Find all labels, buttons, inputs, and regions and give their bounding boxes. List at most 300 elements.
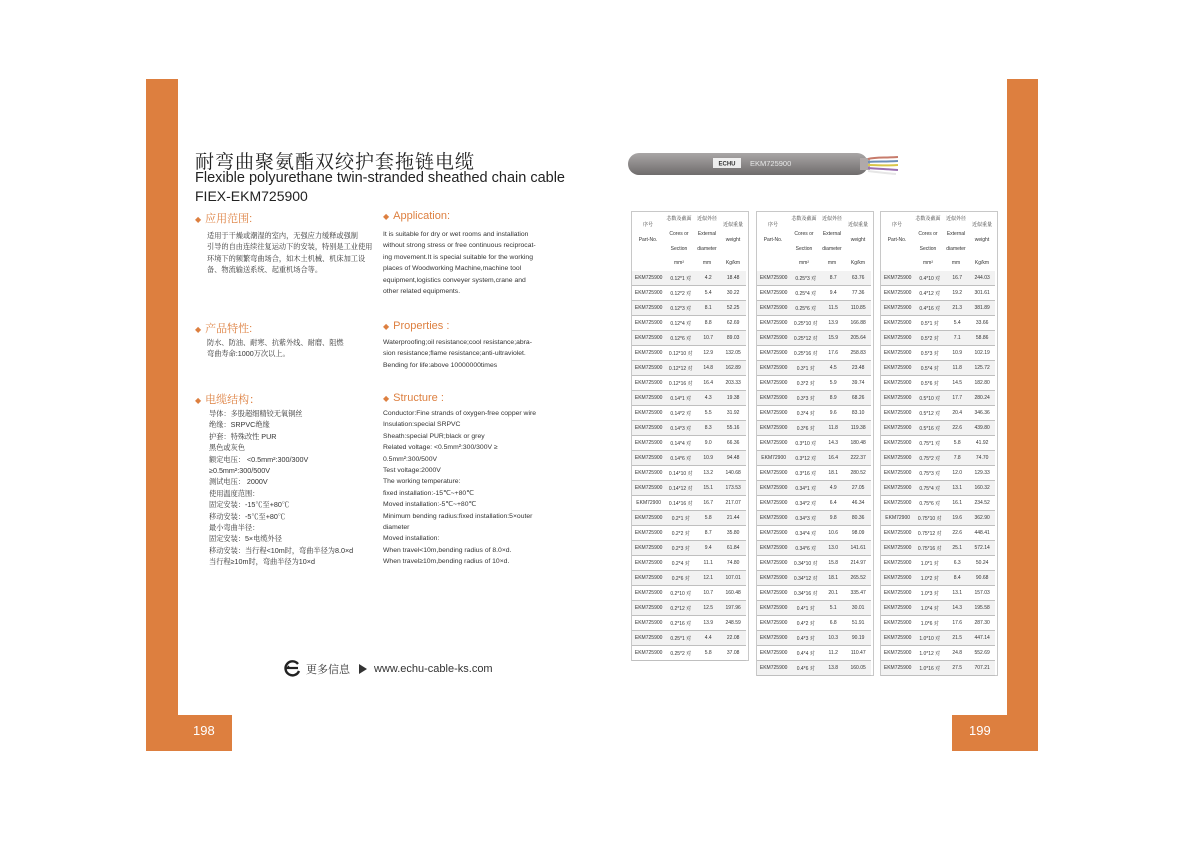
table-row bbox=[881, 436, 995, 451]
table-cell: 1.0*6 对 bbox=[914, 616, 945, 631]
table-cell: 234.52 bbox=[969, 496, 995, 511]
table-cell: EKM725900 bbox=[881, 661, 914, 676]
table-header-text: Cores or bbox=[918, 231, 938, 237]
table-cell: 31.92 bbox=[720, 406, 746, 421]
table-cell: EKM725900 bbox=[757, 571, 790, 586]
table-cell: 19.2 bbox=[945, 286, 969, 301]
table-row bbox=[881, 331, 995, 346]
text-line: 弯曲寿命:1000万次以上。 bbox=[207, 349, 290, 359]
table-cell: 381.89 bbox=[969, 301, 995, 316]
table-cell: 0.4*6 对 bbox=[790, 661, 821, 676]
table-cell: 110.85 bbox=[845, 301, 871, 316]
text-line: Conductor:Fine strands of oxygen-free copper wire bbox=[383, 410, 537, 417]
table-cell: 13.8 bbox=[821, 661, 845, 676]
website-link[interactable]: www.echu-cable-ks.com bbox=[374, 663, 493, 675]
table-header-text: 近似重量 bbox=[847, 222, 868, 228]
table-header-text: diameter bbox=[697, 246, 717, 252]
table-cell: EKM725900 bbox=[632, 436, 665, 451]
table-cell: 7.8 bbox=[945, 451, 969, 466]
table-cell: 10.7 bbox=[696, 331, 720, 346]
table-cell: EKM725900 bbox=[757, 421, 790, 436]
table-cell: 16.4 bbox=[821, 451, 845, 466]
table-cell: 74.80 bbox=[720, 556, 746, 571]
table-body bbox=[632, 271, 746, 661]
table-row bbox=[632, 421, 746, 436]
table-cell: 1.0*10 对 bbox=[914, 631, 945, 646]
table-cell: 8.9 bbox=[821, 391, 845, 406]
table-cell: 157.03 bbox=[969, 586, 995, 601]
table-cell: EKM725900 bbox=[881, 646, 914, 661]
left-margin-bar bbox=[146, 79, 178, 751]
table-cell: EKM725900 bbox=[881, 331, 914, 346]
table-row bbox=[632, 436, 746, 451]
table-cell: EKM725900 bbox=[757, 286, 790, 301]
table-cell: 12.5 bbox=[696, 601, 720, 616]
table-cell: 13.1 bbox=[945, 586, 969, 601]
table-row bbox=[757, 586, 871, 601]
title-chinese: 耐弯曲聚氨酯双绞护套拖链电缆 bbox=[195, 152, 476, 173]
table-cell: 0.3*3 对 bbox=[790, 391, 821, 406]
table-cell: 0.3*2 对 bbox=[790, 376, 821, 391]
text-line: Sheath:special PUR;black or grey bbox=[383, 432, 485, 440]
table-cell: EKM725900 bbox=[881, 361, 914, 376]
table-row bbox=[881, 556, 995, 571]
echu-logo-icon bbox=[284, 659, 302, 677]
table-cell: 0.25*1 对 bbox=[665, 631, 696, 646]
table-cell: 0.2*12 对 bbox=[665, 601, 696, 616]
table-cell: 4.5 bbox=[821, 361, 845, 376]
table-cell: 0.12*4 对 bbox=[665, 316, 696, 331]
table-cell: 5.8 bbox=[696, 646, 720, 661]
table-cell: 6.8 bbox=[821, 616, 845, 631]
table-cell: 24.8 bbox=[945, 646, 969, 661]
table-cell: 8.8 bbox=[696, 316, 720, 331]
table-row bbox=[632, 316, 746, 331]
table-body bbox=[881, 271, 995, 676]
table-cell: 0.34*12 对 bbox=[790, 571, 821, 586]
table-cell: EKM72900 bbox=[757, 451, 790, 466]
text-line: places of Woodworking Machine,machine tool bbox=[383, 265, 522, 273]
text-line: 当行程≥10m时，弯曲半径为10×d bbox=[209, 557, 315, 567]
table-unit-text: mm² bbox=[923, 260, 933, 266]
table-cell: EKM725900 bbox=[881, 391, 914, 406]
table-header bbox=[756, 211, 870, 271]
table-cell: 0.75*1 对 bbox=[914, 436, 945, 451]
table-header-text: 序号 bbox=[767, 222, 778, 228]
table-cell: EKM725900 bbox=[881, 376, 914, 391]
table-cell: 4.9 bbox=[821, 481, 845, 496]
table-header-text: External bbox=[946, 231, 966, 237]
text-line: Moved installation:-5℃~+80℃ bbox=[383, 501, 477, 509]
table-row bbox=[632, 511, 746, 526]
table-cell: EKM725900 bbox=[757, 631, 790, 646]
table-cell: 572.14 bbox=[969, 541, 995, 556]
text-line: equipment,logistics conveyer system,crane and bbox=[383, 276, 526, 284]
text-line: 移动安装：-5℃至+80℃ bbox=[209, 511, 286, 521]
right-margin-bar bbox=[1007, 79, 1038, 751]
table-cell: 4.4 bbox=[696, 631, 720, 646]
table-cell: 0.25*16 对 bbox=[790, 346, 821, 361]
table-row bbox=[757, 331, 871, 346]
table-cell: 18.48 bbox=[720, 271, 746, 286]
table-cell: EKM725900 bbox=[881, 421, 914, 436]
table-cell: 0.5*1 对 bbox=[914, 316, 945, 331]
table-cell: 30.22 bbox=[720, 286, 746, 301]
table-cell: EKM725900 bbox=[757, 331, 790, 346]
table-cell: EKM72900 bbox=[881, 511, 914, 526]
table-row bbox=[881, 541, 995, 556]
cable-brand-text: ECHU bbox=[718, 161, 736, 168]
text-line: 固定安装：5×电缆外径 bbox=[209, 534, 282, 544]
table-row bbox=[632, 631, 746, 646]
table-row bbox=[881, 346, 995, 361]
table-row bbox=[757, 496, 871, 511]
table-cell: 203.33 bbox=[720, 376, 746, 391]
table-cell: EKM725900 bbox=[632, 346, 665, 361]
table-row bbox=[881, 271, 995, 286]
text-line: Insulation:special SRPVC bbox=[383, 421, 461, 429]
table-cell: EKM725900 bbox=[881, 496, 914, 511]
table-header-text: 芯数及截面 bbox=[666, 216, 692, 222]
table-cell: 90.68 bbox=[969, 571, 995, 586]
table-cell: 5.5 bbox=[696, 406, 720, 421]
table-cell: 0.12*3 对 bbox=[665, 301, 696, 316]
table-cell: 80.36 bbox=[845, 511, 871, 526]
text-line: The working temperature: bbox=[383, 478, 461, 486]
text-line: ing movement.It is special suitable for the working bbox=[383, 253, 533, 261]
table-cell: 8.7 bbox=[821, 271, 845, 286]
table-row bbox=[881, 481, 995, 496]
table-row bbox=[881, 316, 995, 331]
table-cell: 19.38 bbox=[720, 391, 746, 406]
table-cell: EKM725900 bbox=[632, 511, 665, 526]
table-cell: EKM725900 bbox=[632, 616, 665, 631]
table-cell: 0.2*10 对 bbox=[665, 586, 696, 601]
table-cell: EKM725900 bbox=[757, 646, 790, 661]
table-cell: 0.14*4 对 bbox=[665, 436, 696, 451]
table-row bbox=[881, 391, 995, 406]
table-cell: 10.7 bbox=[696, 586, 720, 601]
table-cell: EKM725900 bbox=[757, 376, 790, 391]
table-row bbox=[757, 466, 871, 481]
table-cell: 447.14 bbox=[969, 631, 995, 646]
table-cell: 0.34*4 对 bbox=[790, 526, 821, 541]
table-cell: 0.34*6 对 bbox=[790, 541, 821, 556]
table-cell: EKM725900 bbox=[632, 556, 665, 571]
table-header-text: Part-No. bbox=[887, 237, 907, 243]
text-line: Waterproofing;oil resistance;cool resistance;abra- bbox=[383, 339, 532, 346]
table-cell: EKM725900 bbox=[632, 631, 665, 646]
table-cell: 14.5 bbox=[945, 376, 969, 391]
table-cell: 0.4*4 对 bbox=[790, 646, 821, 661]
table-cell: 110.47 bbox=[845, 646, 871, 661]
table-cell: EKM725900 bbox=[881, 451, 914, 466]
table-cell: 362.90 bbox=[969, 511, 995, 526]
table-cell: 17.7 bbox=[945, 391, 969, 406]
table-cell: 0.12*12 对 bbox=[665, 361, 696, 376]
table-cell: 0.12*10 对 bbox=[665, 346, 696, 361]
table-cell: EKM725900 bbox=[881, 601, 914, 616]
table-cell: 51.91 bbox=[845, 616, 871, 631]
table-cell: 0.12*16 对 bbox=[665, 376, 696, 391]
table-cell: EKM725900 bbox=[881, 616, 914, 631]
table-cell: 14.3 bbox=[945, 601, 969, 616]
table-row bbox=[757, 631, 871, 646]
table-cell: EKM725900 bbox=[881, 631, 914, 646]
table-row bbox=[881, 646, 995, 661]
table-cell: 19.6 bbox=[945, 511, 969, 526]
table-row bbox=[632, 586, 746, 601]
table-cell: 160.32 bbox=[969, 481, 995, 496]
table-cell: 98.09 bbox=[845, 526, 871, 541]
table-cell: 22.08 bbox=[720, 631, 746, 646]
table-row bbox=[757, 406, 871, 421]
table-cell: 0.25*10 对 bbox=[790, 316, 821, 331]
table-cell: EKM725900 bbox=[881, 481, 914, 496]
text-line: other related equipments. bbox=[383, 288, 461, 296]
table-cell: EKM725900 bbox=[757, 391, 790, 406]
table-cell: 0.5*3 对 bbox=[914, 346, 945, 361]
table-cell: 1.0*2 对 bbox=[914, 571, 945, 586]
table-cell: EKM725900 bbox=[632, 331, 665, 346]
table-cell: 14.8 bbox=[696, 361, 720, 376]
table-row bbox=[881, 526, 995, 541]
table-cell: 107.01 bbox=[720, 571, 746, 586]
table-cell: 1.0*4 对 bbox=[914, 601, 945, 616]
table-cell: EKM725900 bbox=[757, 541, 790, 556]
table-cell: 1.0*12 对 bbox=[914, 646, 945, 661]
table-cell: 8.1 bbox=[696, 301, 720, 316]
table-header-text: diameter bbox=[822, 246, 842, 252]
table-cell: 4.2 bbox=[696, 271, 720, 286]
table-cell: 0.34*16 对 bbox=[790, 586, 821, 601]
table-cell: 9.4 bbox=[821, 286, 845, 301]
table-header-text: 序号 bbox=[891, 222, 902, 228]
table-header-text: Part-No. bbox=[638, 237, 658, 243]
table-cell: 552.69 bbox=[969, 646, 995, 661]
table-cell: 46.34 bbox=[845, 496, 871, 511]
table-cell: 258.83 bbox=[845, 346, 871, 361]
table-cell: 346.36 bbox=[969, 406, 995, 421]
table-header-text: 近似外径 bbox=[821, 216, 842, 222]
table-cell: 0.5*12 对 bbox=[914, 406, 945, 421]
table-cell: 0.2*4 对 bbox=[665, 556, 696, 571]
table-cell: 74.70 bbox=[969, 451, 995, 466]
table-header-text: weight bbox=[974, 237, 990, 243]
table-cell: 301.61 bbox=[969, 286, 995, 301]
text-line: When travel≥10m,bending radius of 10×d. bbox=[383, 558, 510, 566]
table-row bbox=[757, 451, 871, 466]
section-body-structure-en bbox=[383, 408, 536, 568]
table-cell: 7.1 bbox=[945, 331, 969, 346]
table-cell: EKM725900 bbox=[632, 601, 665, 616]
page-number-left: 198 bbox=[193, 723, 215, 738]
table-cell: 5.8 bbox=[696, 511, 720, 526]
table-cell: EKM725900 bbox=[757, 406, 790, 421]
table-cell: EKM725900 bbox=[757, 586, 790, 601]
table-row bbox=[757, 541, 871, 556]
table-cell: 0.75*10 对 bbox=[914, 511, 945, 526]
table-cell: EKM725900 bbox=[632, 421, 665, 436]
table-cell: EKM725900 bbox=[632, 376, 665, 391]
table-cell: EKM725900 bbox=[881, 541, 914, 556]
text-line: diameter bbox=[383, 524, 410, 532]
table-row bbox=[881, 571, 995, 586]
text-line: Moved installation: bbox=[383, 535, 440, 543]
text-line: 最小弯曲半径： bbox=[209, 523, 260, 533]
table-row bbox=[632, 376, 746, 391]
table-cell: 6.4 bbox=[821, 496, 845, 511]
table-row bbox=[632, 571, 746, 586]
table-cell: EKM725900 bbox=[632, 286, 665, 301]
text-line: 黑色或灰色 bbox=[209, 443, 245, 453]
table-header-text: 序号 bbox=[642, 222, 653, 228]
table-cell: 0.14*6 对 bbox=[665, 451, 696, 466]
table-cell: 13.9 bbox=[696, 616, 720, 631]
table-row bbox=[757, 376, 871, 391]
table-cell: 9.8 bbox=[821, 511, 845, 526]
table-cell: 22.6 bbox=[945, 421, 969, 436]
table-unit-text: mm² bbox=[799, 260, 809, 266]
table-cell: 21.5 bbox=[945, 631, 969, 646]
table-cell: 10.6 bbox=[821, 526, 845, 541]
table-cell: EKM725900 bbox=[757, 466, 790, 481]
table-row bbox=[881, 361, 995, 376]
table-row bbox=[632, 601, 746, 616]
text-line: fixed installation:-15℃~+80℃ bbox=[383, 489, 474, 497]
table-cell: 16.4 bbox=[696, 376, 720, 391]
table-cell: 1.0*16 对 bbox=[914, 661, 945, 676]
table-header-text: 近似外径 bbox=[696, 216, 717, 222]
table-cell: EKM725900 bbox=[632, 481, 665, 496]
table-cell: 4.3 bbox=[696, 391, 720, 406]
table-header-text: Cores or bbox=[669, 231, 689, 237]
table-cell: 77.36 bbox=[845, 286, 871, 301]
table-row bbox=[757, 436, 871, 451]
table-cell: 0.2*2 对 bbox=[665, 526, 696, 541]
table-cell: EKM725900 bbox=[632, 391, 665, 406]
table-cell: 16.1 bbox=[945, 496, 969, 511]
title-model: FIEX-EKM725900 bbox=[195, 188, 308, 204]
title-english: Flexible polyurethane twin-stranded sheathed chain cable bbox=[195, 170, 565, 186]
table-cell: 0.3*12 对 bbox=[790, 451, 821, 466]
table-cell: 0.4*10 对 bbox=[914, 271, 945, 286]
table-cell: 0.14*12 对 bbox=[665, 481, 696, 496]
table-cell: 21.44 bbox=[720, 511, 746, 526]
table-cell: 18.1 bbox=[821, 466, 845, 481]
table-cell: EKM725900 bbox=[881, 286, 914, 301]
table-row bbox=[632, 451, 746, 466]
table-cell: 0.25*6 对 bbox=[790, 301, 821, 316]
table-cell: 27.05 bbox=[845, 481, 871, 496]
table-cell: 160.48 bbox=[720, 586, 746, 601]
cable-image bbox=[628, 150, 898, 178]
table-cell: 0.3*6 对 bbox=[790, 421, 821, 436]
text-line: without strong stress or free continuous reciprocat- bbox=[383, 242, 536, 250]
table-cell: 0.75*6 对 bbox=[914, 496, 945, 511]
table-cell: 265.52 bbox=[845, 571, 871, 586]
table-cell: 8.4 bbox=[945, 571, 969, 586]
table-cell: 13.2 bbox=[696, 466, 720, 481]
table-row bbox=[632, 286, 746, 301]
table-cell: 10.9 bbox=[696, 451, 720, 466]
text-line: 绝缘：SRPVC绝缘 bbox=[209, 420, 270, 430]
table-cell: 90.19 bbox=[845, 631, 871, 646]
text-line: Bending for life:above 10000000times bbox=[383, 361, 498, 369]
table-cell: 25.1 bbox=[945, 541, 969, 556]
table-cell: EKM725900 bbox=[881, 571, 914, 586]
table-unit-text: mm bbox=[951, 260, 961, 266]
table-cell: 13.1 bbox=[945, 481, 969, 496]
table-cell: 30.01 bbox=[845, 601, 871, 616]
table-cell: 9.6 bbox=[821, 406, 845, 421]
table-header-text: 近似外径 bbox=[945, 216, 966, 222]
table-cell: 0.2*1 对 bbox=[665, 511, 696, 526]
section-body-structure-cn bbox=[209, 408, 353, 568]
table-cell: 140.68 bbox=[720, 466, 746, 481]
table-cell: EKM725900 bbox=[757, 271, 790, 286]
table-cell: 15.1 bbox=[696, 481, 720, 496]
table-body bbox=[757, 271, 871, 676]
section-body-application-en bbox=[383, 229, 536, 297]
text-line: 环境下的频繁弯曲场合，如木土机械、机床加工设 bbox=[207, 253, 366, 263]
table-cell: 0.14*16 对 bbox=[665, 496, 696, 511]
table-unit-text: mm bbox=[702, 260, 712, 266]
table-cell: 448.41 bbox=[969, 526, 995, 541]
section-heading-properties-en: ◆ Properties : bbox=[383, 320, 450, 332]
table-cell: EKM725900 bbox=[632, 586, 665, 601]
table-cell: 0.4*3 对 bbox=[790, 631, 821, 646]
text-line: 测试电压： 2000V bbox=[209, 477, 268, 487]
table-cell: 102.19 bbox=[969, 346, 995, 361]
table-cell: 0.75*3 对 bbox=[914, 466, 945, 481]
table-cell: EKM725900 bbox=[632, 646, 665, 661]
table-cell: 0.5*10 对 bbox=[914, 391, 945, 406]
table-row bbox=[757, 511, 871, 526]
table-row bbox=[881, 601, 995, 616]
table-cell: EKM725900 bbox=[881, 406, 914, 421]
table-cell: EKM725900 bbox=[757, 496, 790, 511]
table-cell: 0.25*4 对 bbox=[790, 286, 821, 301]
table-cell: 439.80 bbox=[969, 421, 995, 436]
table-row bbox=[757, 316, 871, 331]
table-cell: EKM725900 bbox=[632, 316, 665, 331]
table-cell: 15.8 bbox=[821, 556, 845, 571]
table-cell: EKM725900 bbox=[757, 556, 790, 571]
table-row bbox=[632, 556, 746, 571]
table-row bbox=[881, 496, 995, 511]
table-row bbox=[632, 481, 746, 496]
table-cell: EKM72900 bbox=[632, 496, 665, 511]
table-cell: 12.0 bbox=[945, 466, 969, 481]
table-cell: 17.6 bbox=[821, 346, 845, 361]
table-row bbox=[632, 406, 746, 421]
table-row bbox=[757, 661, 871, 676]
table-cell: EKM725900 bbox=[632, 526, 665, 541]
table-header-text: 近似重量 bbox=[722, 222, 743, 228]
text-line: 适用于干燥或潮湿的室内，无强应力缓释或强制 bbox=[207, 231, 358, 240]
table-row bbox=[632, 391, 746, 406]
table-cell: 0.34*10 对 bbox=[790, 556, 821, 571]
text-line: 护套：特殊改性 PUR bbox=[209, 431, 277, 441]
table-row bbox=[632, 496, 746, 511]
table-cell: 0.5*2 对 bbox=[914, 331, 945, 346]
table-cell: 16.7 bbox=[945, 271, 969, 286]
table-cell: 119.38 bbox=[845, 421, 871, 436]
table-row bbox=[757, 601, 871, 616]
table-header-text: Part-No. bbox=[763, 237, 783, 243]
table-cell: EKM725900 bbox=[757, 661, 790, 676]
